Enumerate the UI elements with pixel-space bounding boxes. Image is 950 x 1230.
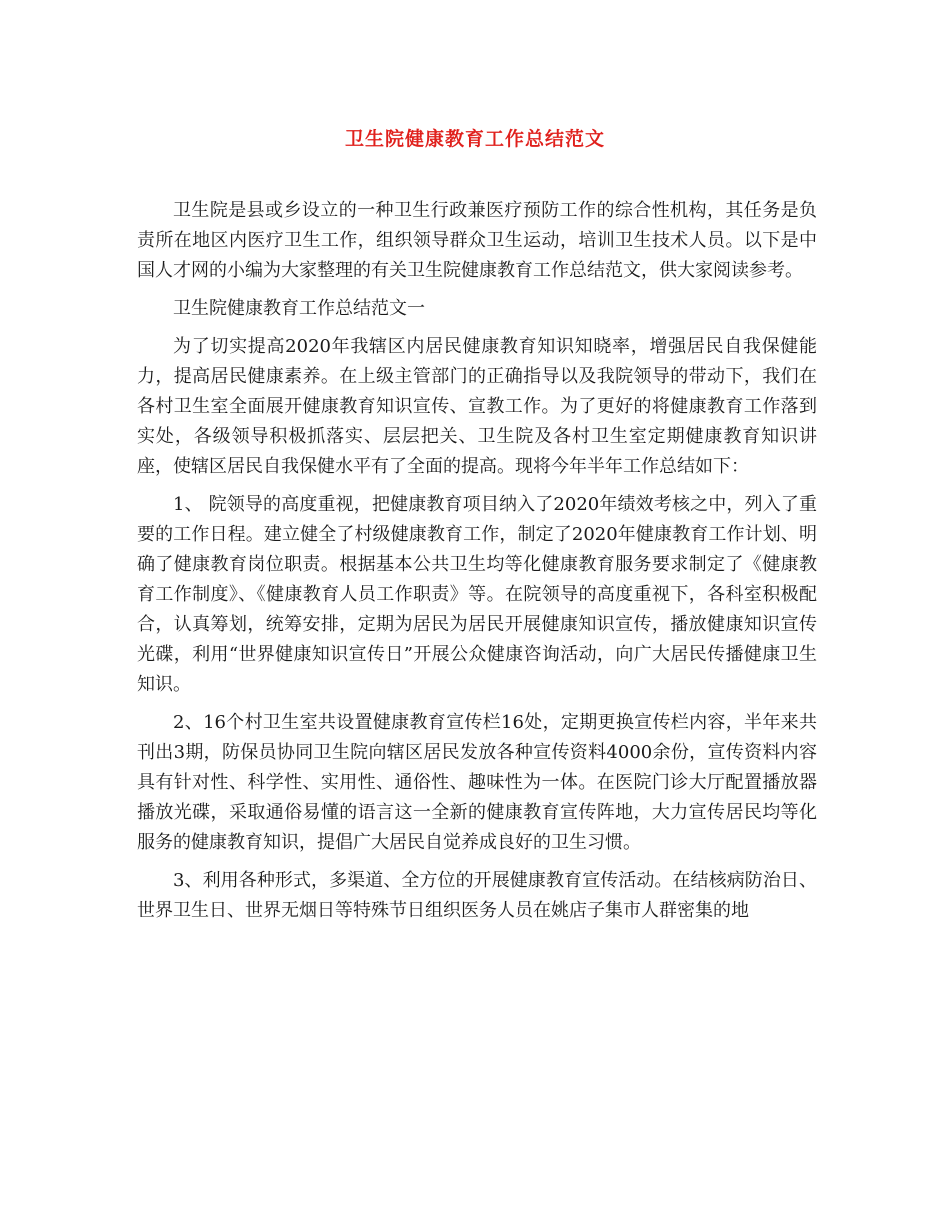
- document-body: [137, 196, 817, 934]
- paragraph-item-2: 2、16个村卫生室共设置健康教育宣传栏16处，定期更换宣传栏内容，半年来共刊出3期，防保员协同卫生院向辖区居民发放各种宣传资料4000余份，宣传资料内容具有针对性、科学性、实用性、通俗性、趣味性为一体。在医院门诊大厅配置播放器播放光碟，采取通俗易懂的语言这一全新的健康教育宣传阵地，大力宣传居民均等化服务的健康教育知识，提倡广大居民自觉养成良好的卫生习惯。: [137, 712, 817, 853]
- paragraph-overview: 为了切实提高2020年我辖区内居民健康教育知识知晓率，增强居民自我保健能力，提高居民健康素养。在上级主管部门的正确指导以及我院领导的带动下，我们在各村卫生室全面展开健康教育知识宣传、宣教工作。为了更好的将健康教育工作落到实处，各级领导积极抓落实、层层把关、卫生院及各村卫生室定期健康教育知识讲座，使辖区居民自我保健水平有了全面的提高。现将今年半年工作总结如下：: [137, 336, 817, 477]
- document-title: 卫生院健康教育工作总结范文: [344, 128, 605, 150]
- paragraph-intro: 卫生院是县或乡设立的一种卫生行政兼医疗预防工作的综合性机构，其任务是负责所在地区内医疗卫生工作，组织领导群众卫生运动，培训卫生技术人员。以下是中国人才网的小编为大家整理的有关卫生院健康教育工作总结范文，供大家阅读参考。: [137, 200, 817, 281]
- section-heading: 卫生院健康教育工作总结范文一: [173, 298, 425, 319]
- paragraph-item-3: 3、利用各种形式，多渠道、全方位的开展健康教育宣传活动。在结核病防治日、世界卫生日、世界无烟日等特殊节日组织医务人员在姚店子集市人群密集的地: [137, 870, 817, 921]
- paragraph-item-1: 1、 院领导的高度重视，把健康教育项目纳入了2020年绩效考核之中，列入了重要的工作日程。建立健全了村级健康教育工作，制定了2020年健康教育工作计划、明确了健康教育岗位职责。根据基本公共卫生均等化健康教育服务要求制定了《健康教育工作制度》、《健康教育人员工作职责》等。在院领导的高度重视下，各科室积极配合，认真筹划，统筹安排，定期为居民为居民开展健康知识宣传，播放健康知识宣传光碟，利用“世界健康知识宣传日”开展公众健康咨询活动，向广大居民传播健康卫生知识。: [137, 494, 817, 695]
